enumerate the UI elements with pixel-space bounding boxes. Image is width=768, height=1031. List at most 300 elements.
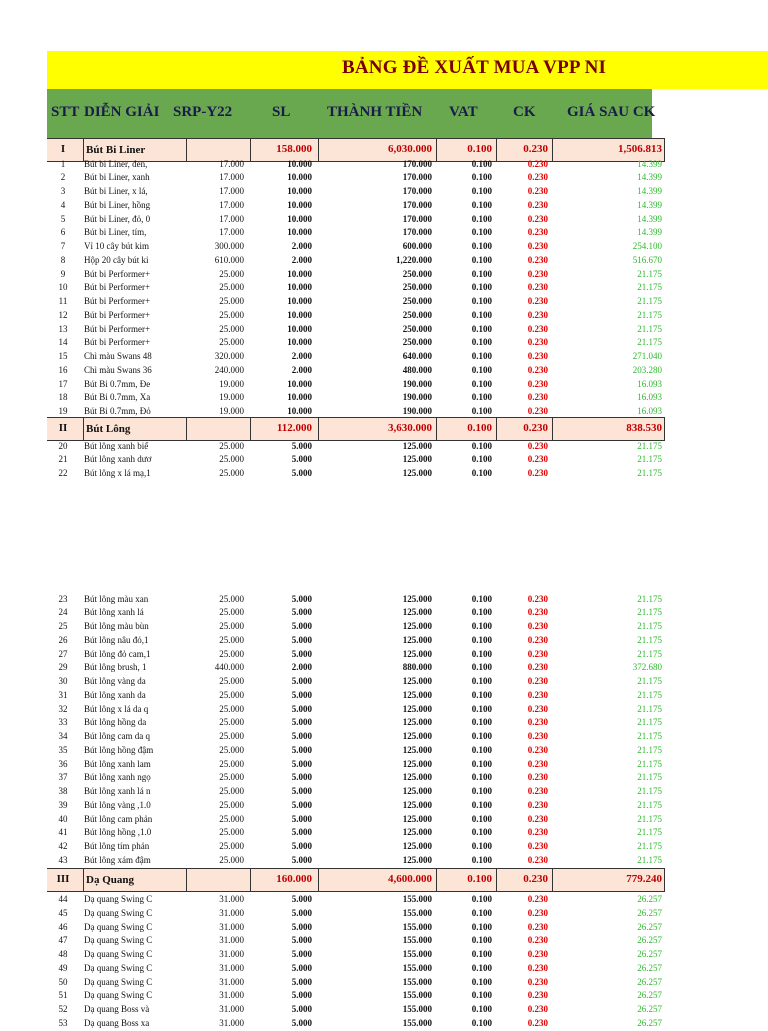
cell-description: Bút lông vàng ,1.0 — [84, 799, 151, 810]
cell-discount: 0.230 — [527, 935, 548, 946]
cell-quantity: 5.000 — [291, 976, 312, 987]
cell-vat: 0.100 — [471, 676, 492, 686]
cell-description: Bút lông xanh dươ — [84, 454, 152, 465]
cell-quantity: 5.000 — [291, 703, 312, 714]
cell-amount: 125.000 — [402, 854, 432, 865]
cell-vat: 0.100 — [471, 1004, 492, 1014]
cell-price-after-discount: 254.100 — [632, 241, 662, 251]
cell-vat: 0.100 — [471, 758, 492, 769]
cell-stt: 49 — [58, 962, 68, 973]
cell-srp: 31.000 — [219, 1004, 244, 1014]
cell-quantity: 5.000 — [291, 854, 312, 865]
cell-srp: 25.000 — [219, 593, 244, 604]
cell-discount: 0.230 — [527, 296, 548, 306]
cell-border — [250, 418, 251, 440]
cell-description: Dạ quang Swing C — [84, 990, 153, 1001]
cell-stt: 51 — [58, 990, 68, 1001]
cell-price-after-discount: 14.399 — [637, 172, 662, 183]
cell-description: Chì màu Swans 48 — [84, 351, 152, 361]
cell-amount: 125.000 — [402, 634, 432, 645]
cell-srp: 25.000 — [219, 676, 244, 686]
cell-quantity: 2.000 — [291, 351, 312, 361]
cell-vat: 0.100 — [471, 813, 492, 824]
cell-stt: 38 — [58, 786, 68, 796]
cell-vat: 0.100 — [471, 440, 492, 451]
cell-stt: 9 — [60, 268, 66, 279]
cell-srp: 25.000 — [219, 854, 244, 865]
cell-amount: 250.000 — [402, 337, 432, 348]
cell-stt: 3 — [60, 186, 66, 196]
cell-price-after-discount: 16.093 — [637, 378, 662, 389]
cell-price-after-discount: 372.680 — [632, 662, 662, 673]
cell-stt: 52 — [58, 1004, 68, 1014]
cell-price-after-discount: 21.175 — [637, 758, 662, 769]
cell-srp: 19.000 — [219, 392, 244, 403]
cell-description: Bút lông x lá da q — [84, 703, 149, 714]
cell-amount: 125.000 — [402, 440, 432, 451]
cell-amount: 125.000 — [402, 827, 432, 838]
cell-price-after-discount: 26.257 — [637, 1004, 662, 1014]
cell-srp: 25.000 — [219, 337, 244, 348]
cell-border — [552, 869, 553, 891]
cell-discount: 0.230 — [527, 894, 548, 904]
cell-description: Dạ quang Swing C — [84, 921, 153, 932]
cell-price-after-discount: 21.175 — [637, 703, 662, 714]
cell-description: Bút Bi 0.7mm, Xa — [84, 392, 151, 403]
cell-price-after-discount: 21.175 — [637, 468, 662, 478]
cell-border — [552, 418, 553, 440]
cell-srp: 25.000 — [219, 634, 244, 645]
cell-description: Bút lông xanh lá n — [84, 786, 151, 796]
cell-amount: 125.000 — [402, 703, 432, 714]
cell-description: Bút lông nâu đỏ,1 — [84, 634, 149, 645]
header-desc: DIỄN GIẢI — [84, 104, 160, 120]
cell-vat: 0.100 — [471, 337, 492, 348]
section-name: Bút Bi Liner — [83, 139, 187, 161]
cell-vat: 0.100 — [471, 786, 492, 796]
cell-quantity: 5.000 — [291, 440, 312, 451]
cell-discount: 0.230 — [527, 607, 548, 618]
cell-srp: 25.000 — [219, 296, 244, 306]
cell-srp: 25.000 — [219, 758, 244, 769]
cell-discount: 0.230 — [527, 689, 548, 700]
cell-description: Bút bi Performer+ — [84, 296, 151, 306]
cell-quantity: 10.000 — [287, 213, 312, 224]
cell-srp: 25.000 — [219, 454, 244, 465]
cell-srp: 19.000 — [219, 406, 244, 416]
cell-border — [496, 869, 497, 891]
cell-quantity: 10.000 — [287, 323, 312, 334]
cell-srp: 240.000 — [214, 364, 244, 375]
cell-quantity: 10.000 — [287, 309, 312, 320]
cell-quantity: 5.000 — [291, 799, 312, 810]
cell-vat: 0.100 — [471, 841, 492, 851]
section-price-after-discount: 838.530 — [626, 422, 662, 434]
cell-border — [318, 869, 319, 891]
cell-discount: 0.230 — [527, 351, 548, 361]
cell-quantity: 5.000 — [291, 827, 312, 838]
cell-discount: 0.230 — [527, 703, 548, 714]
cell-price-after-discount: 21.175 — [637, 337, 662, 348]
cell-vat: 0.100 — [471, 907, 492, 918]
cell-stt: 12 — [58, 309, 68, 320]
cell-discount: 0.230 — [527, 268, 548, 279]
cell-srp: 17.000 — [219, 172, 244, 183]
cell-discount: 0.230 — [527, 454, 548, 465]
cell-discount: 0.230 — [527, 172, 548, 183]
cell-amount: 155.000 — [402, 976, 432, 987]
cell-stt: 47 — [58, 935, 68, 946]
cell-description: Bút lông xanh ngọ — [84, 772, 151, 783]
page-title: BẢNG ĐỀ XUẤT MUA VPP NI — [342, 57, 607, 78]
cell-vat: 0.100 — [471, 593, 492, 604]
cell-price-after-discount: 26.257 — [637, 1017, 662, 1028]
cell-price-after-discount: 21.175 — [637, 621, 662, 631]
cell-stt: 25 — [58, 621, 68, 631]
cell-description: Dạ quang Swing C — [84, 949, 153, 959]
cell-description: Dạ quang Swing C — [84, 907, 153, 918]
cell-stt: 31 — [58, 689, 68, 700]
cell-description: Dạ quang Swing C — [84, 894, 153, 904]
cell-discount: 0.230 — [527, 634, 548, 645]
cell-vat: 0.100 — [471, 662, 492, 673]
cell-description: Bút bi Liner, hồng — [84, 199, 151, 210]
cell-discount: 0.230 — [527, 440, 548, 451]
cell-amount: 250.000 — [402, 268, 432, 279]
cell-srp: 17.000 — [219, 227, 244, 238]
cell-stt: 50 — [58, 976, 68, 987]
cell-vat: 0.100 — [471, 894, 492, 904]
cell-discount: 0.230 — [527, 744, 548, 755]
header-srp: SRP-Y22 — [173, 104, 233, 120]
section-discount: 0.230 — [523, 143, 548, 155]
cell-description: Bút lông xám đậm — [84, 854, 151, 865]
cell-description: Bút bi Performer+ — [84, 323, 151, 334]
cell-description: Bút lông màu bùn — [84, 621, 149, 631]
cell-description: Bút lông đỏ cam,1 — [84, 648, 151, 659]
cell-vat: 0.100 — [471, 282, 492, 293]
cell-description: Dạ quang Swing C — [84, 962, 153, 973]
cell-srp: 17.000 — [219, 213, 244, 224]
cell-description: Bút lông cam phản — [84, 813, 153, 824]
cell-discount: 0.230 — [527, 772, 548, 783]
cell-vat: 0.100 — [471, 309, 492, 320]
cell-price-after-discount: 26.257 — [637, 990, 662, 1001]
cell-stt: 37 — [58, 772, 68, 783]
cell-discount: 0.230 — [527, 282, 548, 293]
cell-vat: 0.100 — [471, 731, 492, 741]
cell-stt: 32 — [58, 703, 68, 714]
cell-srp: 610.000 — [214, 254, 244, 265]
cell-stt: 8 — [60, 254, 66, 265]
cell-amount: 190.000 — [402, 392, 432, 403]
cell-discount: 0.230 — [527, 254, 548, 265]
cell-srp: 25.000 — [219, 607, 244, 618]
cell-stt: 10 — [58, 282, 68, 293]
cell-stt: 35 — [58, 744, 68, 755]
cell-quantity: 10.000 — [287, 392, 312, 403]
cell-stt: 30 — [58, 676, 68, 686]
cell-discount: 0.230 — [527, 186, 548, 196]
cell-amount: 125.000 — [402, 786, 432, 796]
cell-discount: 0.230 — [527, 921, 548, 932]
cell-quantity: 5.000 — [291, 935, 312, 946]
cell-amount: 155.000 — [402, 990, 432, 1001]
cell-vat: 0.100 — [471, 799, 492, 810]
cell-vat: 0.100 — [471, 990, 492, 1001]
cell-price-after-discount: 16.093 — [637, 392, 662, 403]
cell-srp: 25.000 — [219, 799, 244, 810]
cell-srp: 25.000 — [219, 282, 244, 293]
cell-discount: 0.230 — [527, 827, 548, 838]
cell-quantity: 2.000 — [291, 254, 312, 265]
cell-amount: 600.000 — [402, 241, 432, 251]
cell-description: Dạ quang Swing C — [84, 935, 153, 946]
cell-description: Dạ quang Boss xa — [84, 1017, 150, 1028]
cell-price-after-discount: 14.399 — [637, 186, 662, 196]
section-stt: II — [58, 422, 68, 434]
cell-border — [186, 869, 187, 891]
cell-vat: 0.100 — [471, 962, 492, 973]
cell-discount: 0.230 — [527, 593, 548, 604]
cell-vat: 0.100 — [471, 468, 492, 478]
cell-price-after-discount: 21.175 — [637, 309, 662, 320]
cell-stt: 18 — [58, 392, 68, 403]
cell-amount: 125.000 — [402, 607, 432, 618]
cell-vat: 0.100 — [471, 351, 492, 361]
cell-srp: 25.000 — [219, 703, 244, 714]
section-quantity: 112.000 — [276, 422, 312, 434]
cell-description: Bút lông màu xan — [84, 593, 149, 604]
cell-vat: 0.100 — [471, 392, 492, 403]
cell-price-after-discount: 21.175 — [637, 854, 662, 865]
cell-price-after-discount: 16.093 — [637, 406, 662, 416]
cell-discount: 0.230 — [527, 813, 548, 824]
cell-amount: 170.000 — [402, 172, 432, 183]
cell-quantity: 5.000 — [291, 717, 312, 728]
cell-border — [250, 869, 251, 891]
cell-vat: 0.100 — [471, 744, 492, 755]
cell-quantity: 5.000 — [291, 758, 312, 769]
cell-srp: 25.000 — [219, 786, 244, 796]
cell-vat: 0.100 — [471, 827, 492, 838]
cell-amount: 170.000 — [402, 186, 432, 196]
header-ck: CK — [513, 104, 536, 120]
cell-price-after-discount: 26.257 — [637, 907, 662, 918]
cell-srp: 31.000 — [219, 949, 244, 959]
cell-amount: 125.000 — [402, 731, 432, 741]
cell-discount: 0.230 — [527, 799, 548, 810]
cell-price-after-discount: 26.257 — [637, 921, 662, 932]
cell-price-after-discount: 14.399 — [637, 199, 662, 210]
cell-quantity: 5.000 — [291, 676, 312, 686]
cell-border — [664, 418, 665, 440]
cell-discount: 0.230 — [527, 1004, 548, 1014]
cell-vat: 0.100 — [471, 227, 492, 238]
cell-srp: 25.000 — [219, 268, 244, 279]
cell-stt: 33 — [58, 717, 68, 728]
cell-border — [496, 418, 497, 440]
section-amount: 4,600.000 — [388, 873, 432, 885]
cell-price-after-discount: 26.257 — [637, 976, 662, 987]
section-stt: I — [60, 143, 66, 155]
cell-quantity: 10.000 — [287, 158, 312, 169]
cell-discount: 0.230 — [527, 786, 548, 796]
cell-amount: 640.000 — [402, 351, 432, 361]
cell-srp: 31.000 — [219, 1017, 244, 1028]
cell-vat: 0.100 — [471, 935, 492, 946]
cell-srp: 31.000 — [219, 921, 244, 932]
cell-srp: 25.000 — [219, 323, 244, 334]
cell-price-after-discount: 26.257 — [637, 894, 662, 904]
cell-discount: 0.230 — [527, 392, 548, 403]
cell-amount: 190.000 — [402, 378, 432, 389]
cell-srp: 25.000 — [219, 309, 244, 320]
cell-price-after-discount: 14.399 — [637, 158, 662, 169]
cell-quantity: 5.000 — [291, 990, 312, 1001]
cell-quantity: 5.000 — [291, 621, 312, 631]
cell-description: Dạ quang Boss và — [84, 1004, 150, 1014]
cell-vat: 0.100 — [471, 213, 492, 224]
cell-amount: 125.000 — [402, 676, 432, 686]
cell-vat: 0.100 — [471, 378, 492, 389]
cell-srp: 17.000 — [219, 199, 244, 210]
cell-price-after-discount: 203.280 — [632, 364, 662, 375]
cell-srp: 25.000 — [219, 731, 244, 741]
cell-stt: 5 — [60, 213, 66, 224]
cell-srp: 440.000 — [214, 662, 244, 673]
cell-amount: 155.000 — [402, 894, 432, 904]
cell-amount: 1,220.000 — [396, 254, 432, 265]
cell-description: Dạ quang Swing C — [84, 976, 153, 987]
cell-price-after-discount: 21.175 — [637, 786, 662, 796]
cell-stt: 44 — [58, 894, 68, 904]
cell-stt: 7 — [60, 241, 66, 251]
cell-border — [83, 418, 84, 440]
cell-vat: 0.100 — [471, 621, 492, 631]
cell-price-after-discount: 21.175 — [637, 634, 662, 645]
cell-amount: 880.000 — [402, 662, 432, 673]
cell-border — [83, 869, 84, 891]
cell-stt: 36 — [58, 758, 68, 769]
cell-vat: 0.100 — [471, 689, 492, 700]
cell-vat: 0.100 — [471, 648, 492, 659]
section-row — [47, 868, 665, 892]
cell-srp: 31.000 — [219, 962, 244, 973]
cell-quantity: 5.000 — [291, 1017, 312, 1028]
cell-description: Bút lông xanh lam — [84, 758, 151, 769]
cell-quantity: 5.000 — [291, 907, 312, 918]
cell-quantity: 10.000 — [287, 337, 312, 348]
cell-amount: 155.000 — [402, 962, 432, 973]
cell-discount: 0.230 — [527, 648, 548, 659]
cell-discount: 0.230 — [527, 758, 548, 769]
cell-srp: 25.000 — [219, 813, 244, 824]
cell-quantity: 10.000 — [287, 268, 312, 279]
cell-price-after-discount: 21.175 — [637, 607, 662, 618]
cell-quantity: 5.000 — [291, 949, 312, 959]
cell-discount: 0.230 — [527, 213, 548, 224]
cell-discount: 0.230 — [527, 717, 548, 728]
cell-quantity: 5.000 — [291, 593, 312, 604]
cell-description: Vỉ 10 cây bút kim — [84, 241, 149, 251]
cell-srp: 25.000 — [219, 440, 244, 451]
cell-price-after-discount: 21.175 — [637, 593, 662, 604]
cell-price-after-discount: 21.175 — [637, 440, 662, 451]
cell-discount: 0.230 — [527, 662, 548, 673]
cell-quantity: 5.000 — [291, 744, 312, 755]
cell-quantity: 2.000 — [291, 662, 312, 673]
cell-discount: 0.230 — [527, 158, 548, 169]
cell-quantity: 5.000 — [291, 468, 312, 478]
cell-price-after-discount: 21.175 — [637, 827, 662, 838]
cell-quantity: 5.000 — [291, 962, 312, 973]
cell-amount: 190.000 — [402, 406, 432, 416]
cell-quantity: 10.000 — [287, 199, 312, 210]
cell-amount: 125.000 — [402, 841, 432, 851]
cell-discount: 0.230 — [527, 337, 548, 348]
cell-stt: 34 — [58, 731, 68, 741]
cell-price-after-discount: 21.175 — [637, 813, 662, 824]
cell-stt: 26 — [58, 634, 68, 645]
section-vat: 0.100 — [467, 873, 492, 885]
cell-srp: 25.000 — [219, 827, 244, 838]
cell-amount: 250.000 — [402, 282, 432, 293]
cell-quantity: 5.000 — [291, 689, 312, 700]
cell-amount: 125.000 — [402, 717, 432, 728]
section-discount: 0.230 — [523, 873, 548, 885]
cell-vat: 0.100 — [471, 268, 492, 279]
section-name: Dạ Quang — [83, 869, 187, 891]
cell-stt: 43 — [58, 854, 68, 865]
cell-amount: 125.000 — [402, 454, 432, 465]
cell-amount: 125.000 — [402, 799, 432, 810]
cell-stt: 41 — [58, 827, 68, 838]
cell-quantity: 10.000 — [287, 172, 312, 183]
header-stt: STT — [51, 104, 80, 120]
cell-srp: 25.000 — [219, 689, 244, 700]
cell-description: Bút bi Performer+ — [84, 309, 151, 320]
cell-vat: 0.100 — [471, 703, 492, 714]
cell-quantity: 5.000 — [291, 454, 312, 465]
cell-description: Chì màu Swans 36 — [84, 364, 152, 375]
cell-discount: 0.230 — [527, 907, 548, 918]
cell-vat: 0.100 — [471, 1017, 492, 1028]
section-row — [47, 417, 665, 441]
cell-description: Bút bi Liner, đỏ, 0 — [84, 213, 151, 224]
cell-stt: 24 — [58, 607, 68, 618]
cell-vat: 0.100 — [471, 158, 492, 169]
section-stt: III — [56, 873, 70, 885]
cell-quantity: 2.000 — [291, 241, 312, 251]
header-vat: VAT — [449, 104, 478, 120]
cell-amount: 170.000 — [402, 199, 432, 210]
section-quantity: 160.000 — [276, 873, 312, 885]
cell-price-after-discount: 21.175 — [637, 648, 662, 659]
cell-price-after-discount: 21.175 — [637, 296, 662, 306]
cell-amount: 125.000 — [402, 772, 432, 783]
cell-price-after-discount: 21.175 — [637, 717, 662, 728]
cell-srp: 300.000 — [214, 241, 244, 251]
cell-quantity: 5.000 — [291, 921, 312, 932]
cell-amount: 170.000 — [402, 213, 432, 224]
cell-discount: 0.230 — [527, 241, 548, 251]
cell-stt: 4 — [60, 199, 66, 210]
cell-amount: 125.000 — [402, 648, 432, 659]
cell-price-after-discount: 21.175 — [637, 454, 662, 465]
cell-border — [436, 418, 437, 440]
cell-quantity: 5.000 — [291, 786, 312, 796]
